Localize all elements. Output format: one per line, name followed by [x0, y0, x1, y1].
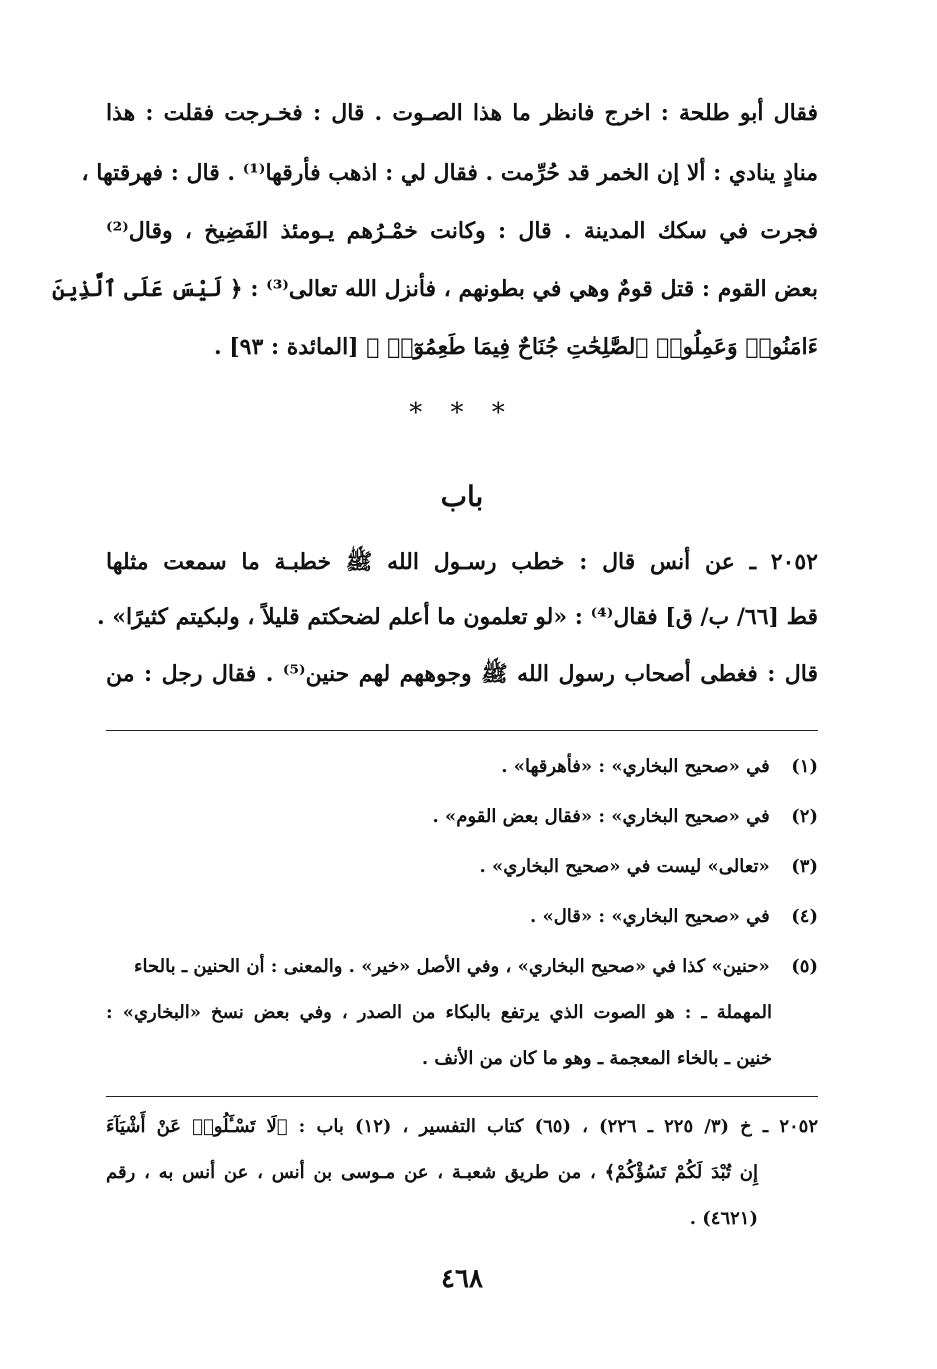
footnote-number: (٤)	[791, 906, 818, 927]
footnote	[433, 806, 818, 827]
body-line: فجرت في سكك المدينة . قال : وكانت خمْـرُهم يـومئذ الفَضِيخ ، وقال⁽²⁾	[106, 218, 818, 244]
body-line: منادٍ ينادي : ألا إن الخمر قد حُرِّمت . فقال لي : اذهب فأرقها⁽¹⁾ . قال : فهرقتها ،	[81, 160, 818, 186]
hadith-line: قال : فغطى أصحاب رسول الله ﷺ وجوههم لهم حنين⁽⁵⁾ . فقال رجل : من	[106, 661, 818, 687]
takhrij-divider	[106, 1096, 818, 1097]
chapter-heading: باب	[440, 480, 484, 513]
footnote-text: «تعالى» ليست في «صحيح البخاري» .	[479, 856, 770, 877]
takhrij-line: ٢٠٥٢ ـ خ (٣/ ٢٢٥ ـ ٢٢٦) ، (٦٥) كتاب التفسير ، (١٢) باب : ﴿لَا تَسْـَٔلُوا۟ عَنْ أَشْيَآءَ	[106, 1116, 818, 1137]
footnote-number: (٢)	[791, 806, 818, 827]
footnote-continuation: المهملة ـ : هو الصوت الذي يرتفع بالبكاء من الصدر ، وفي بعض نسخ «البخاري» :	[106, 1002, 772, 1023]
section-separator: * * *	[409, 398, 515, 428]
footnote-text: «حنين» كذا في «صحيح البخاري» ، وفي الأصل «خير» . والمعنى : أن الحنين ـ بالحاء	[134, 956, 770, 977]
body-line: بعض القوم : قتل قومٌ وهي في بطونهم ، فأنزل الله تعالى⁽³⁾ : ﴿ لَيْسَ عَلَى ٱلَّذِينَ	[52, 276, 818, 302]
footnote	[530, 906, 818, 927]
takhrij-line: إِن تُبْدَ لَكُمْ تَسُؤْكُمْ﴾ ، من طريق شعبـة ، عن مـوسى بن أنس ، عن أنس به ، رقم	[106, 1162, 758, 1183]
footnote-number: (٥)	[791, 956, 818, 977]
footnote-number: (٣)	[791, 856, 818, 877]
footnote-number: (١)	[791, 756, 818, 777]
footnote-divider	[106, 730, 818, 731]
footnote-continuation: خنين ـ بالخاء المعجمة ـ وهو ما كان من الأنف .	[421, 1048, 772, 1069]
body-line: ءَامَنُوا۟ وَعَمِلُوا۟ ٱلصَّٰلِحَٰتِ جُنَاحٌ فِيمَا طَعِمُوٓا۟ ﴾ [المائدة : ٩٣] .	[213, 334, 818, 360]
takhrij-line: (٤٦٢١) .	[689, 1208, 758, 1229]
footnote-text: في «صحيح البخاري» : «فأهرقها» .	[501, 756, 770, 777]
footnote-text: في «صحيح البخاري» : «فقال بعض القوم» .	[432, 806, 770, 827]
footnote-text: في «صحيح البخاري» : «قال» .	[529, 906, 770, 927]
hadith-line: قط [٦٦/ ب/ ق] فقال⁽⁴⁾ : «لو تعلمون ما أعلم لضحكتم قليلاً ، ولبكيتم كثيرًا» .	[96, 604, 818, 630]
page-number: ٤٦٨	[441, 1264, 483, 1294]
body-line: فقال أبو طلحة : اخرج فانظر ما هذا الصـوت . قال : فخـرجت فقلت : هذا	[106, 100, 818, 126]
footnote	[501, 756, 818, 777]
hadith-line: ٢٠٥٢ ـ عن أنس قال : خطب رسـول الله ﷺ خطبـة ما سمعت مثلها	[106, 549, 818, 575]
footnote	[134, 956, 818, 977]
footnote	[479, 856, 818, 877]
